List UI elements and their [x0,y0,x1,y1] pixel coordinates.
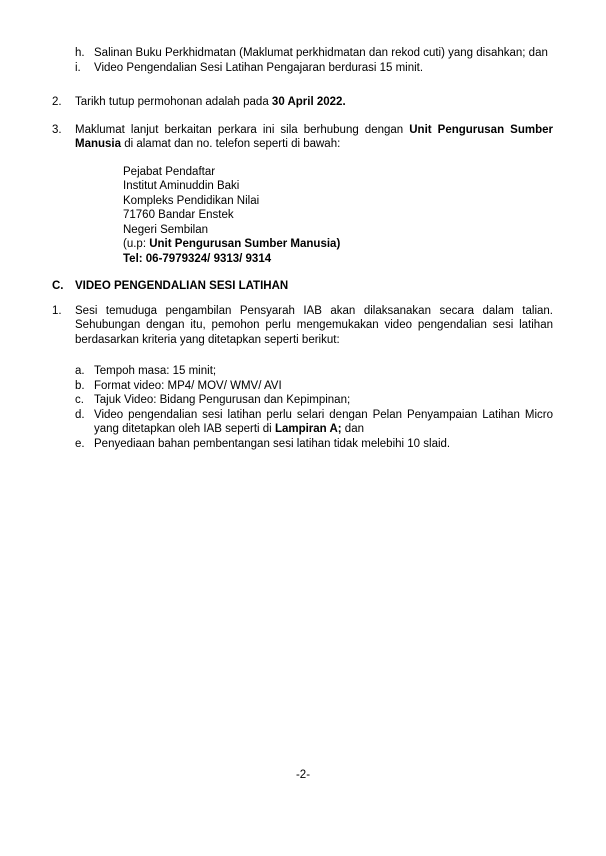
numbered-item-3-text: Maklumat lanjut berkaitan perkara ini sila berhubung dengan Unit Pengurusan Sumber Manusia di alamat dan no. telefon seperti di bawah: [75,123,553,150]
list-item-h-text: Salinan Buku Perkhidmatan (Maklumat perkhidmatan dan rekod cuti) yang disahkan; dan [94,47,548,59]
list-marker-h: h. [75,47,85,59]
list-marker-i: i. [75,61,81,74]
section-c-item-1-text: Sesi temuduga pengambilan Pensyarah IAB akan dilaksanakan secara dalam talian. Sehubungan dengan itu, pemohon perlu mengemukakan video pengendalian sesi latihan berdasarkan kriteria yang ditetapkan seperti berikut: [75,304,553,346]
address-line-complex: Kompleks Pendidikan Nilai [123,194,260,207]
address-line-postcode: 71760 Bandar Enstek [123,209,234,221]
criteria-marker-d: d. [75,408,85,421]
numbered-marker-3: 3. [52,123,62,136]
criteria-item-e-text: Penyediaan bahan pembentangan sesi latihan tidak melebihi 10 slaid. [94,437,451,450]
section-c-item-1 [52,304,553,348]
page-number: -2- [295,769,311,781]
criteria-item-b-text: Format video: MP4/ MOV/ WMV/ AVI [94,379,282,392]
section-c-item-1-marker: 1. [52,304,62,317]
address-line-state: Negeri Sembilan [123,223,209,236]
address-block [123,165,553,267]
numbered-item-2-text: Tarikh tutup permohonan adalah pada 30 April 2022. [75,96,346,108]
address-line-attention: (u.p: Unit Pengurusan Sumber Manusia) [123,238,341,250]
criteria-item-a-text: Tempoh masa: 15 minit; [94,365,217,377]
criteria-item-b [75,379,553,394]
address-line-office: Pejabat Pendaftar [123,165,216,178]
list-item-i [75,61,553,76]
criteria-marker-b: b. [75,379,85,392]
numbered-item-3 [52,123,553,152]
criteria-item-d [75,408,553,437]
numbered-item-2 [52,95,553,110]
section-c-title: VIDEO PENGENDALIAN SESI LATIHAN [75,280,289,292]
criteria-marker-e: e. [75,437,85,450]
criteria-marker-a: a. [75,365,85,377]
criteria-item-c [75,393,553,408]
criteria-item-e [75,437,553,452]
list-item-h [75,46,553,61]
address-line-institute: Institut Aminuddin Baki [123,180,240,192]
criteria-item-c-text: Tajuk Video: Bidang Pengurusan dan Kepimpinan; [94,394,351,406]
numbered-marker-2: 2. [52,96,62,108]
criteria-marker-c: c. [75,394,84,406]
list-item-i-text: Video Pengendalian Sesi Latihan Pengajaran berdurasi 15 minit. [94,61,424,74]
section-c-heading [52,279,553,294]
section-c-marker: C. [52,280,64,292]
criteria-item-a [75,364,553,379]
address-line-telephone: Tel: 06-7979324/ 9313/ 9314 [123,252,272,265]
criteria-item-d-text: Video pengendalian sesi latihan perlu selari dengan Pelan Penyampaian Latihan Micro yang ditetapkan oleh IAB seperti di Lampiran A; dan [94,408,553,435]
